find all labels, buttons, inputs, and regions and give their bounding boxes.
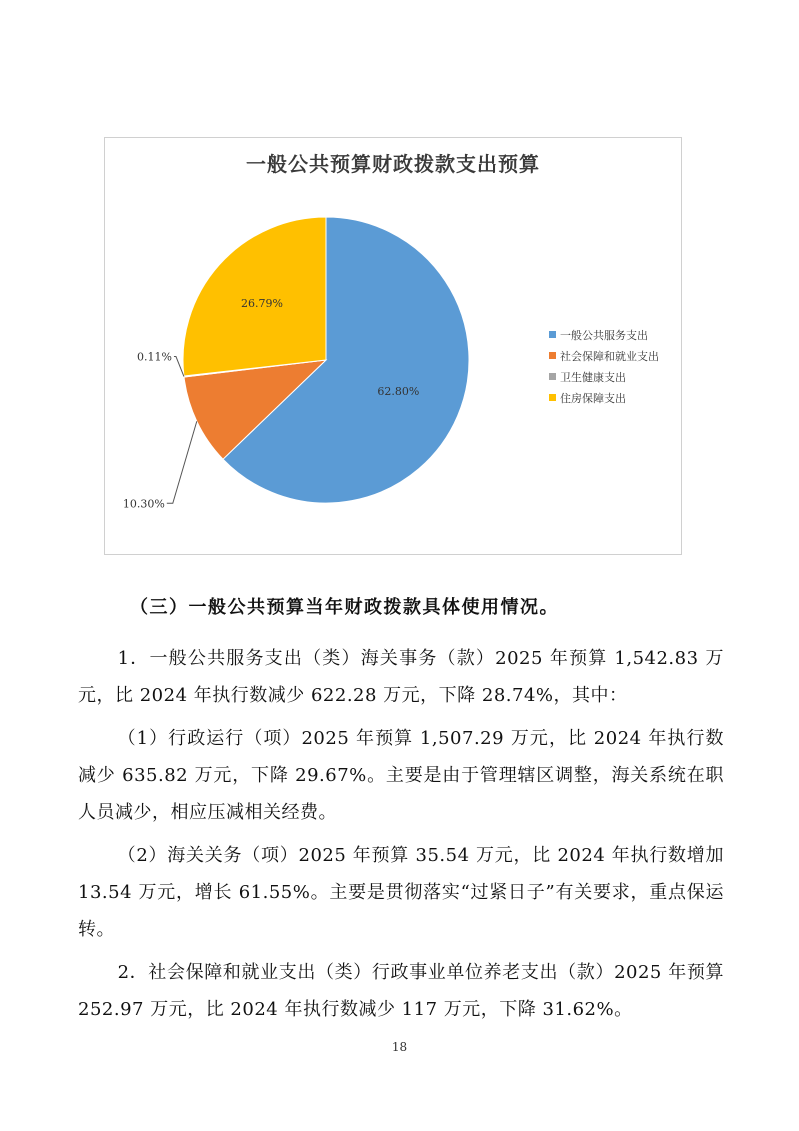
legend-swatch bbox=[549, 373, 556, 380]
data-label-social-security-employment: 10.30% bbox=[122, 497, 165, 511]
data-label-general-public-services: 62.80% bbox=[377, 384, 420, 398]
legend-swatch bbox=[549, 331, 556, 338]
body-text bbox=[78, 640, 724, 1028]
paragraph-1: 1．一般公共服务支出（类）海关事务（款）2025 年预算 1,542.83 万元，比 2024 年执行数减少 622.28 万元，下降 28.74%，其中： bbox=[78, 648, 724, 706]
legend-label: 一般公共服务支出 bbox=[560, 328, 648, 342]
legend-item-health bbox=[549, 366, 659, 387]
legend-item-general-public-services bbox=[549, 324, 659, 345]
leader-line-health bbox=[174, 357, 184, 377]
chart-legend bbox=[549, 324, 659, 408]
paragraph-4: 2．社会保障和就业支出（类）行政事业单位养老支出（款）2025 年预算 252.97 万元，比 2024 年执行数减少 117 万元，下降 31.62%。 bbox=[78, 962, 724, 1020]
data-label-health: 0.11% bbox=[137, 350, 172, 364]
legend-item-housing bbox=[549, 387, 659, 408]
section-heading: （三）一般公共预算当年财政拨款具体使用情况。 bbox=[130, 597, 559, 618]
leader-line-social-security-employment bbox=[167, 421, 197, 503]
pie-chart bbox=[104, 137, 682, 555]
page-number: 18 bbox=[391, 1040, 408, 1054]
data-label-housing: 26.79% bbox=[241, 296, 283, 310]
legend-label: 住房保障支出 bbox=[560, 391, 626, 405]
chart-title: 一般公共预算财政拨款支出预算 bbox=[246, 152, 540, 176]
legend-swatch bbox=[549, 394, 556, 401]
paragraph-3: （2）海关关务（项）2025 年预算 35.54 万元，比 2024 年执行数增加 13.54 万元，增长 61.55%。主要是贯彻落实“过紧日子”有关要求，重点保运转。 bbox=[78, 845, 724, 940]
legend-label: 社会保障和就业支出 bbox=[560, 349, 659, 363]
paragraph-2: （1）行政运行（项）2025 年预算 1,507.29 万元，比 2024 年执行数减少 635.82 万元，下降 29.67%。主要是由于管理辖区调整，海关系统在职人员减少，相应压减相关经费。 bbox=[78, 728, 724, 823]
legend-item-social-security-employment bbox=[549, 345, 659, 366]
legend-swatch bbox=[549, 352, 556, 359]
legend-label: 卫生健康支出 bbox=[560, 370, 626, 384]
